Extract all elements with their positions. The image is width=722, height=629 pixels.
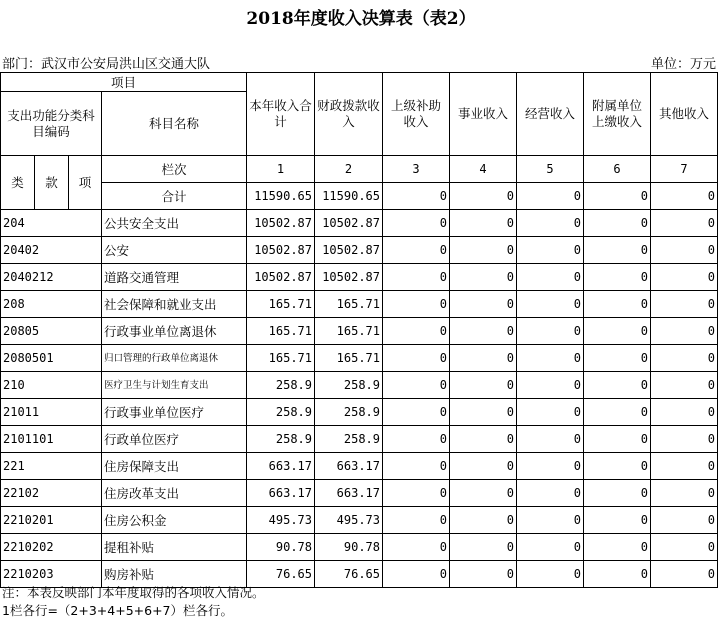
row-value: 258.9 [315, 372, 383, 399]
row-value: 0 [517, 507, 584, 534]
row-value: 0 [651, 507, 718, 534]
table-row [1, 534, 718, 561]
row-value: 0 [383, 399, 450, 426]
table-row [1, 210, 718, 237]
row-value: 0 [584, 318, 651, 345]
row-code: 2210202 [1, 534, 102, 561]
total-value: 11590.65 [247, 183, 315, 210]
row-code: 2080501 [1, 345, 102, 372]
total-value: 0 [450, 183, 517, 210]
row-value: 0 [383, 561, 450, 588]
note-line: 注：本表反映部门本年度取得的各项收入情况。 [2, 585, 265, 600]
row-value: 0 [450, 534, 517, 561]
column-no-3: 3 [383, 156, 450, 183]
row-value: 663.17 [315, 480, 383, 507]
header-kuan: 款 [35, 156, 69, 210]
row-value: 76.65 [247, 561, 315, 588]
row-name: 行政事业单位离退休 [102, 318, 247, 345]
row-value: 76.65 [315, 561, 383, 588]
row-value: 0 [450, 507, 517, 534]
column-no-label: 栏次 [102, 156, 247, 183]
row-value: 0 [517, 345, 584, 372]
row-value: 0 [584, 210, 651, 237]
row-name: 归口管理的行政单位离退休 [102, 345, 247, 372]
row-name: 购房补贴 [102, 561, 247, 588]
row-value: 0 [517, 210, 584, 237]
row-code: 20805 [1, 318, 102, 345]
header-lei: 类 [1, 156, 35, 210]
row-value: 0 [383, 372, 450, 399]
row-value: 10502.87 [247, 210, 315, 237]
row-value: 0 [450, 237, 517, 264]
header-item: 项目 [1, 73, 247, 92]
row-value: 0 [651, 237, 718, 264]
row-value: 663.17 [315, 453, 383, 480]
row-value: 0 [651, 480, 718, 507]
row-value: 0 [651, 372, 718, 399]
row-value: 0 [517, 372, 584, 399]
column-no-1: 1 [247, 156, 315, 183]
column-no-5: 5 [517, 156, 584, 183]
total-value: 0 [383, 183, 450, 210]
income-table [0, 72, 718, 588]
row-value: 0 [450, 372, 517, 399]
row-value: 0 [383, 453, 450, 480]
row-value: 0 [584, 453, 651, 480]
row-value: 0 [517, 453, 584, 480]
row-value: 10502.87 [247, 264, 315, 291]
row-name: 提租补贴 [102, 534, 247, 561]
row-name: 行政事业单位医疗 [102, 399, 247, 426]
row-value: 0 [584, 480, 651, 507]
row-value: 0 [383, 345, 450, 372]
header-col-7: 其他收入 [651, 73, 718, 156]
column-no-4: 4 [450, 156, 517, 183]
row-value: 0 [517, 291, 584, 318]
column-no-7: 7 [651, 156, 718, 183]
table-row [1, 426, 718, 453]
row-value: 0 [517, 480, 584, 507]
row-value: 165.71 [247, 291, 315, 318]
table-row [1, 453, 718, 480]
row-value: 0 [584, 507, 651, 534]
table-row [1, 372, 718, 399]
table-row [1, 399, 718, 426]
row-name: 公共安全支出 [102, 210, 247, 237]
department-label: 部门：武汉市公安局洪山区交通大队 [2, 57, 211, 72]
row-value: 258.9 [315, 399, 383, 426]
row-name: 住房保障支出 [102, 453, 247, 480]
header-col-4: 事业收入 [450, 73, 517, 156]
row-code: 21011 [1, 399, 102, 426]
row-value: 165.71 [315, 345, 383, 372]
unit-label: 单位：万元 [650, 57, 716, 72]
row-code: 2040212 [1, 264, 102, 291]
row-name: 行政单位医疗 [102, 426, 247, 453]
row-value: 10502.87 [247, 237, 315, 264]
row-value: 0 [651, 453, 718, 480]
row-name: 道路交通管理 [102, 264, 247, 291]
row-value: 0 [584, 345, 651, 372]
row-value: 0 [383, 318, 450, 345]
row-value: 0 [450, 291, 517, 318]
row-value: 0 [517, 561, 584, 588]
row-value: 0 [383, 480, 450, 507]
row-value: 258.9 [315, 426, 383, 453]
row-value: 0 [383, 210, 450, 237]
row-value: 0 [517, 534, 584, 561]
row-value: 0 [383, 534, 450, 561]
row-value: 663.17 [247, 453, 315, 480]
table-row [1, 318, 718, 345]
row-name: 医疗卫生与计划生育支出 [102, 372, 247, 399]
row-value: 0 [450, 345, 517, 372]
header-col-2: 财政拨款收入 [315, 73, 383, 156]
row-value: 0 [584, 426, 651, 453]
row-value: 0 [651, 264, 718, 291]
row-value: 0 [517, 399, 584, 426]
row-name: 社会保障和就业支出 [102, 291, 247, 318]
row-value: 165.71 [247, 345, 315, 372]
row-value: 495.73 [247, 507, 315, 534]
row-value: 0 [450, 426, 517, 453]
row-value: 0 [517, 426, 584, 453]
header-col-1: 本年收入合计 [247, 73, 315, 156]
row-value: 0 [450, 318, 517, 345]
header-col-6: 附属单位上缴收入 [584, 73, 651, 156]
row-value: 0 [450, 453, 517, 480]
header-col-3: 上级补助收入 [383, 73, 450, 156]
row-value: 258.9 [247, 372, 315, 399]
row-value: 10502.87 [315, 264, 383, 291]
total-value: 0 [584, 183, 651, 210]
row-code: 221 [1, 453, 102, 480]
row-value: 0 [651, 534, 718, 561]
table-row [1, 264, 718, 291]
total-label: 合计 [102, 183, 247, 210]
row-value: 0 [651, 318, 718, 345]
row-value: 90.78 [247, 534, 315, 561]
row-value: 0 [651, 399, 718, 426]
row-value: 0 [584, 264, 651, 291]
row-value: 495.73 [315, 507, 383, 534]
row-name: 住房改革支出 [102, 480, 247, 507]
total-value: 0 [651, 183, 718, 210]
header-col-5: 经营收入 [517, 73, 584, 156]
note-line: 1栏各行=（2+3+4+5+6+7）栏各行。 [2, 603, 234, 618]
table-row [1, 561, 718, 588]
table-row [1, 237, 718, 264]
report-title: 2018年度收入决算表（表2） [246, 9, 476, 29]
total-value: 11590.65 [315, 183, 383, 210]
row-code: 210 [1, 372, 102, 399]
row-value: 165.71 [315, 291, 383, 318]
row-value: 258.9 [247, 399, 315, 426]
row-code: 2210201 [1, 507, 102, 534]
row-value: 90.78 [315, 534, 383, 561]
row-value: 0 [584, 534, 651, 561]
row-value: 0 [450, 480, 517, 507]
row-value: 0 [383, 291, 450, 318]
row-value: 0 [383, 426, 450, 453]
row-value: 165.71 [247, 318, 315, 345]
row-value: 0 [584, 237, 651, 264]
row-value: 663.17 [247, 480, 315, 507]
row-code: 204 [1, 210, 102, 237]
column-no-2: 2 [315, 156, 383, 183]
row-value: 0 [584, 399, 651, 426]
row-name: 公安 [102, 237, 247, 264]
row-value: 0 [651, 345, 718, 372]
row-value: 0 [584, 372, 651, 399]
row-value: 165.71 [315, 318, 383, 345]
row-value: 10502.87 [315, 210, 383, 237]
row-name: 住房公积金 [102, 507, 247, 534]
row-value: 258.9 [247, 426, 315, 453]
header-code: 支出功能分类科目编码 [1, 92, 102, 156]
table-row [1, 480, 718, 507]
column-no-6: 6 [584, 156, 651, 183]
row-value: 0 [450, 399, 517, 426]
row-code: 2101101 [1, 426, 102, 453]
row-value: 0 [651, 291, 718, 318]
row-value: 0 [450, 264, 517, 291]
row-value: 0 [517, 318, 584, 345]
row-value: 0 [584, 561, 651, 588]
header-xiang: 项 [69, 156, 102, 210]
row-value: 0 [383, 264, 450, 291]
row-value: 0 [383, 507, 450, 534]
row-value: 0 [383, 237, 450, 264]
row-value: 0 [517, 237, 584, 264]
row-value: 0 [450, 561, 517, 588]
row-value: 0 [517, 264, 584, 291]
row-code: 20402 [1, 237, 102, 264]
row-value: 0 [651, 210, 718, 237]
row-value: 0 [584, 291, 651, 318]
row-code: 2210203 [1, 561, 102, 588]
row-code: 22102 [1, 480, 102, 507]
table-row [1, 291, 718, 318]
total-value: 0 [517, 183, 584, 210]
row-value: 0 [651, 561, 718, 588]
row-value: 0 [450, 210, 517, 237]
table-row [1, 507, 718, 534]
table-row [1, 345, 718, 372]
row-value: 10502.87 [315, 237, 383, 264]
header-name: 科目名称 [102, 92, 247, 156]
row-code: 208 [1, 291, 102, 318]
row-value: 0 [651, 426, 718, 453]
